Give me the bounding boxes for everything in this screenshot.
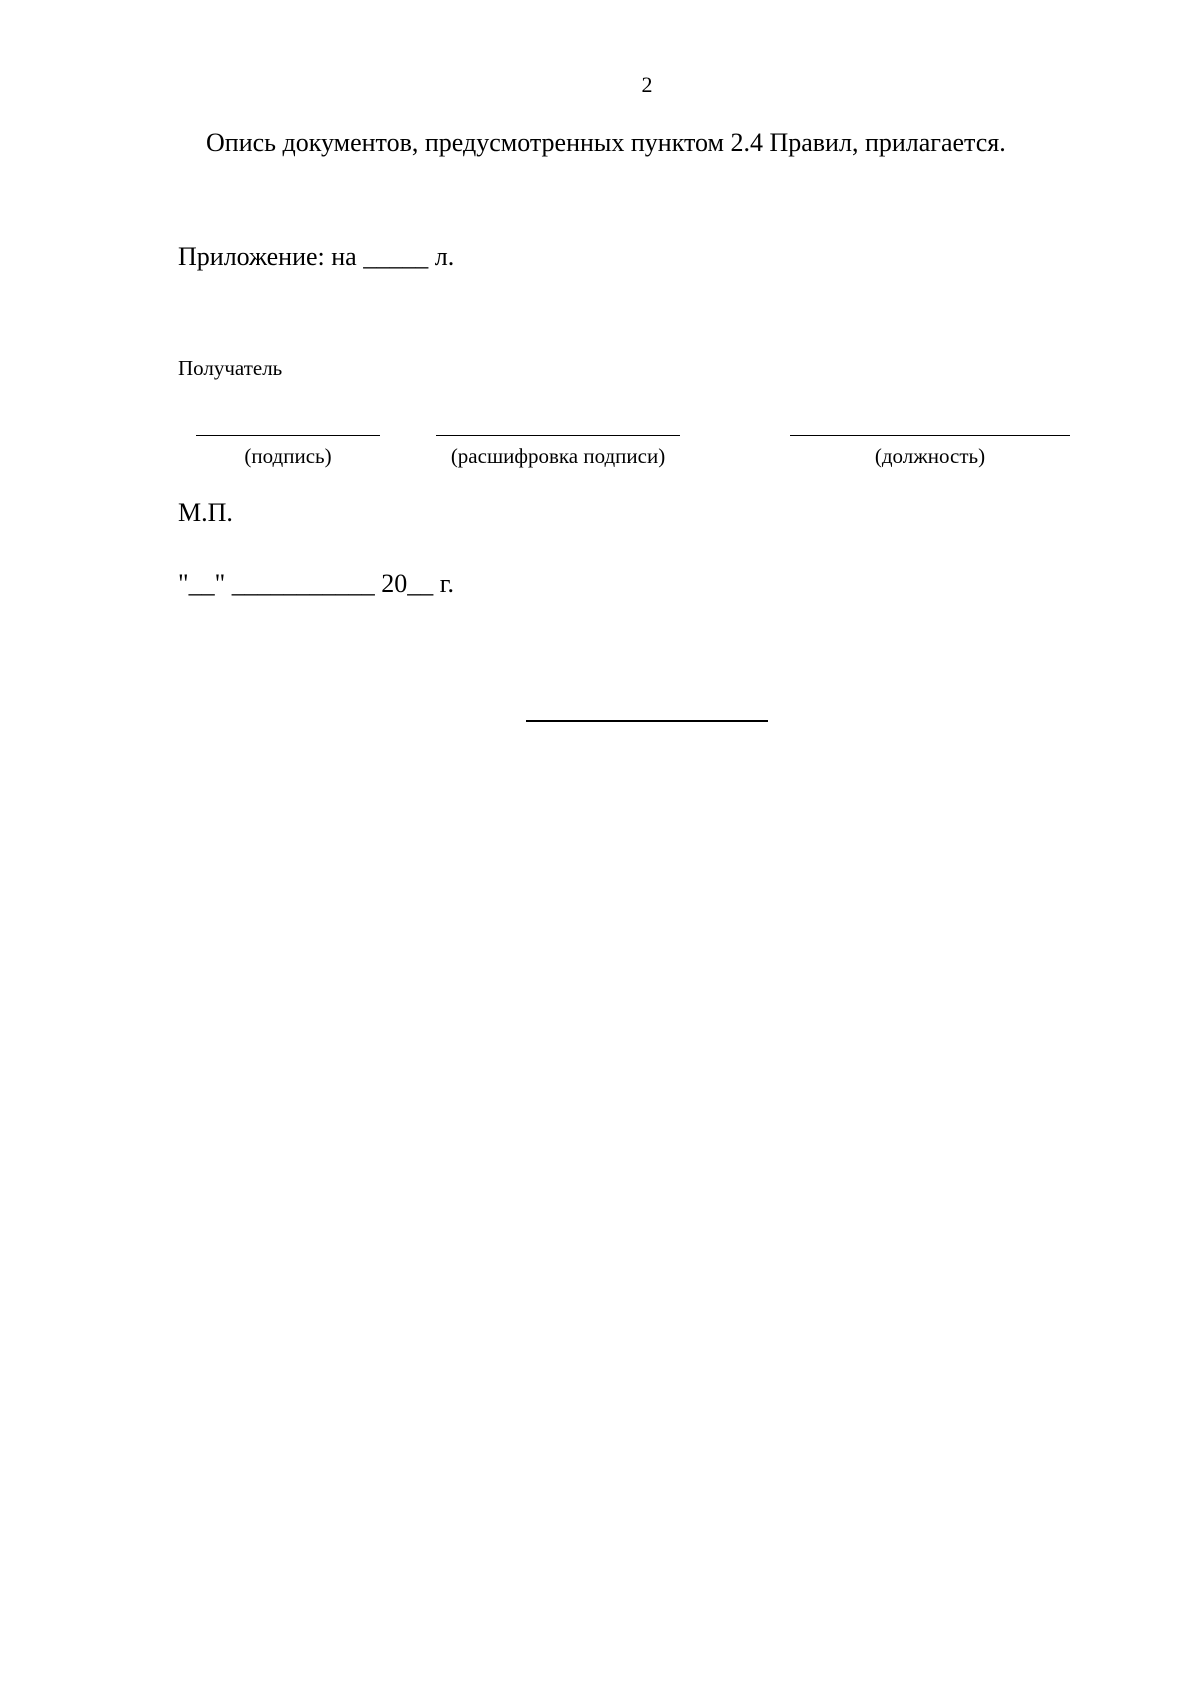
appendix-line: Приложение: на _____ л. bbox=[178, 242, 455, 271]
signature-underline bbox=[196, 435, 380, 436]
page-number: 2 bbox=[641, 72, 653, 97]
date-line: "__" ___________ 20__ г. bbox=[178, 569, 454, 598]
signature-transcript-underline bbox=[436, 435, 680, 436]
recipient-label: Получатель bbox=[178, 356, 283, 380]
position-caption: (должность) bbox=[874, 444, 986, 468]
signature-caption: (подпись) bbox=[244, 444, 332, 468]
position-underline bbox=[790, 435, 1070, 436]
stamp-place-label: М.П. bbox=[178, 498, 233, 527]
end-of-document-rule bbox=[526, 720, 768, 722]
signature-transcript-caption: (расшифровка подписи) bbox=[450, 444, 666, 468]
inventory-statement: Опись документов, предусмотренных пунктом 2.4 Правил, прилагается. bbox=[206, 128, 1006, 157]
